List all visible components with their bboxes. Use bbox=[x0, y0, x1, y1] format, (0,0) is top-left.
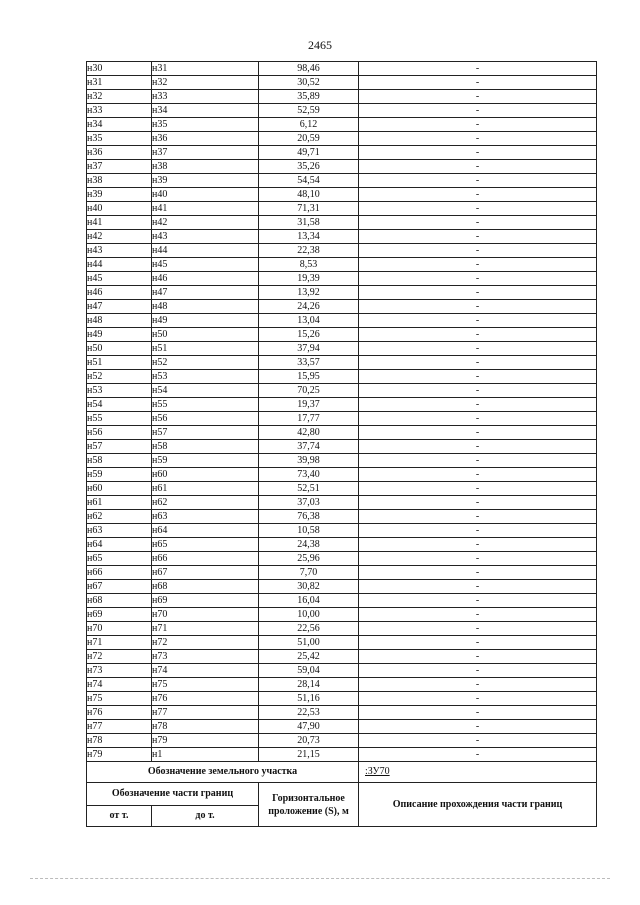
point-to: н56 bbox=[152, 412, 259, 426]
point-to: н38 bbox=[152, 160, 259, 174]
horizontal-length: 76,38 bbox=[259, 510, 359, 524]
table-row bbox=[87, 636, 597, 650]
table-row bbox=[87, 454, 597, 468]
table-row bbox=[87, 426, 597, 440]
boundary-description: - bbox=[359, 62, 597, 76]
point-from: н33 bbox=[87, 104, 152, 118]
table-row bbox=[87, 580, 597, 594]
point-from: н50 bbox=[87, 342, 152, 356]
horizontal-length: 33,57 bbox=[259, 356, 359, 370]
boundary-description: - bbox=[359, 202, 597, 216]
table-row bbox=[87, 118, 597, 132]
page-bottom-line bbox=[30, 878, 610, 879]
point-from: н79 bbox=[87, 748, 152, 762]
point-to: н47 bbox=[152, 286, 259, 300]
table-row bbox=[87, 748, 597, 762]
horizontal-length: 30,52 bbox=[259, 76, 359, 90]
table-row bbox=[87, 678, 597, 692]
point-to: н31 bbox=[152, 62, 259, 76]
point-from: н60 bbox=[87, 482, 152, 496]
point-to: н70 bbox=[152, 608, 259, 622]
point-from: н65 bbox=[87, 552, 152, 566]
point-to: н66 bbox=[152, 552, 259, 566]
horizontal-length: 70,25 bbox=[259, 384, 359, 398]
point-from: н70 bbox=[87, 622, 152, 636]
point-from: н40 bbox=[87, 202, 152, 216]
point-from: н47 bbox=[87, 300, 152, 314]
table-row bbox=[87, 538, 597, 552]
point-to: н77 bbox=[152, 706, 259, 720]
point-to: н60 bbox=[152, 468, 259, 482]
horizontal-length: 54,54 bbox=[259, 174, 359, 188]
boundary-description: - bbox=[359, 426, 597, 440]
point-to: н37 bbox=[152, 146, 259, 160]
boundary-description: - bbox=[359, 510, 597, 524]
table-row bbox=[87, 174, 597, 188]
boundary-description: - bbox=[359, 412, 597, 426]
point-to: н53 bbox=[152, 370, 259, 384]
table-row bbox=[87, 692, 597, 706]
boundary-description: - bbox=[359, 538, 597, 552]
horizontal-length: 37,94 bbox=[259, 342, 359, 356]
horizontal-length: 30,82 bbox=[259, 580, 359, 594]
table-row bbox=[87, 622, 597, 636]
point-from: н58 bbox=[87, 454, 152, 468]
horizontal-length: 71,31 bbox=[259, 202, 359, 216]
boundary-description: - bbox=[359, 482, 597, 496]
horizontal-length: 25,96 bbox=[259, 552, 359, 566]
horizontal-length: 73,40 bbox=[259, 468, 359, 482]
table-row bbox=[87, 132, 597, 146]
boundary-description: - bbox=[359, 622, 597, 636]
horizontal-length: 51,00 bbox=[259, 636, 359, 650]
point-from: н61 bbox=[87, 496, 152, 510]
boundary-description: - bbox=[359, 524, 597, 538]
boundary-description: - bbox=[359, 258, 597, 272]
point-from: н37 bbox=[87, 160, 152, 174]
boundary-description: - bbox=[359, 104, 597, 118]
horizontal-length: 51,16 bbox=[259, 692, 359, 706]
boundary-description: - bbox=[359, 440, 597, 454]
boundary-description: - bbox=[359, 132, 597, 146]
table-row bbox=[87, 524, 597, 538]
boundary-description: - bbox=[359, 342, 597, 356]
table-row bbox=[87, 300, 597, 314]
horizontal-length: 25,42 bbox=[259, 650, 359, 664]
horizontal-length: 13,92 bbox=[259, 286, 359, 300]
boundary-description: - bbox=[359, 734, 597, 748]
point-from: н32 bbox=[87, 90, 152, 104]
point-to: н46 bbox=[152, 272, 259, 286]
boundary-description: - bbox=[359, 328, 597, 342]
point-from: н48 bbox=[87, 314, 152, 328]
point-to: н44 bbox=[152, 244, 259, 258]
boundary-description: - bbox=[359, 468, 597, 482]
point-from: н76 bbox=[87, 706, 152, 720]
horizontal-length: 19,37 bbox=[259, 398, 359, 412]
point-from: н59 bbox=[87, 468, 152, 482]
horizontal-length: 13,34 bbox=[259, 230, 359, 244]
horizontal-length: 15,95 bbox=[259, 370, 359, 384]
boundary-description: - bbox=[359, 160, 597, 174]
boundary-description: - bbox=[359, 636, 597, 650]
boundary-description: - bbox=[359, 384, 597, 398]
horizontal-length: 8,53 bbox=[259, 258, 359, 272]
table-row bbox=[87, 412, 597, 426]
horizontal-length: 16,04 bbox=[259, 594, 359, 608]
table-row bbox=[87, 62, 597, 76]
boundary-description: - bbox=[359, 706, 597, 720]
point-from: н52 bbox=[87, 370, 152, 384]
horizontal-length: 6,12 bbox=[259, 118, 359, 132]
boundary-description: - bbox=[359, 692, 597, 706]
boundary-description: - bbox=[359, 314, 597, 328]
horizontal-length: 10,00 bbox=[259, 608, 359, 622]
table-row bbox=[87, 384, 597, 398]
point-to: н55 bbox=[152, 398, 259, 412]
horizontal-length: 22,56 bbox=[259, 622, 359, 636]
table-row bbox=[87, 552, 597, 566]
boundary-description: - bbox=[359, 748, 597, 762]
point-from: н62 bbox=[87, 510, 152, 524]
point-to: н78 bbox=[152, 720, 259, 734]
point-to: н45 bbox=[152, 258, 259, 272]
horizontal-length: 37,03 bbox=[259, 496, 359, 510]
boundary-description: - bbox=[359, 398, 597, 412]
point-to: н61 bbox=[152, 482, 259, 496]
boundary-description: - bbox=[359, 454, 597, 468]
boundary-description: - bbox=[359, 146, 597, 160]
table-row bbox=[87, 608, 597, 622]
boundary-description: - bbox=[359, 356, 597, 370]
boundary-description: - bbox=[359, 552, 597, 566]
horizontal-length: 21,15 bbox=[259, 748, 359, 762]
point-to: н68 bbox=[152, 580, 259, 594]
table-row bbox=[87, 664, 597, 678]
point-from: н41 bbox=[87, 216, 152, 230]
horizontal-length: 15,26 bbox=[259, 328, 359, 342]
point-from: н30 bbox=[87, 62, 152, 76]
point-from: н73 bbox=[87, 664, 152, 678]
table-row bbox=[87, 356, 597, 370]
point-from: н31 bbox=[87, 76, 152, 90]
boundary-description: - bbox=[359, 370, 597, 384]
point-to: н57 bbox=[152, 426, 259, 440]
horizontal-length: 49,71 bbox=[259, 146, 359, 160]
point-to: н69 bbox=[152, 594, 259, 608]
table-row bbox=[87, 328, 597, 342]
table-row bbox=[87, 202, 597, 216]
point-from: н63 bbox=[87, 524, 152, 538]
point-from: н77 bbox=[87, 720, 152, 734]
boundary-description: - bbox=[359, 244, 597, 258]
point-from: н54 bbox=[87, 398, 152, 412]
table-row bbox=[87, 482, 597, 496]
horizontal-length: 24,38 bbox=[259, 538, 359, 552]
horizontal-length: 98,46 bbox=[259, 62, 359, 76]
table-row bbox=[87, 510, 597, 524]
table-row bbox=[87, 468, 597, 482]
table-row bbox=[87, 76, 597, 90]
table-row bbox=[87, 594, 597, 608]
point-to: н58 bbox=[152, 440, 259, 454]
boundary-description: - bbox=[359, 272, 597, 286]
boundary-description: - bbox=[359, 496, 597, 510]
horizontal-length: 13,04 bbox=[259, 314, 359, 328]
point-from: н55 bbox=[87, 412, 152, 426]
point-to: н1 bbox=[152, 748, 259, 762]
plot-row bbox=[87, 762, 597, 783]
point-from: н46 bbox=[87, 286, 152, 300]
table-row bbox=[87, 216, 597, 230]
table-row bbox=[87, 160, 597, 174]
boundary-description: - bbox=[359, 678, 597, 692]
point-to: н74 bbox=[152, 664, 259, 678]
point-to: н35 bbox=[152, 118, 259, 132]
table-row bbox=[87, 272, 597, 286]
point-from: н42 bbox=[87, 230, 152, 244]
point-from: н39 bbox=[87, 188, 152, 202]
boundary-description: - bbox=[359, 720, 597, 734]
point-to: н43 bbox=[152, 230, 259, 244]
table-row bbox=[87, 258, 597, 272]
horizontal-length: 20,59 bbox=[259, 132, 359, 146]
point-from: н44 bbox=[87, 258, 152, 272]
table-row bbox=[87, 90, 597, 104]
point-from: н35 bbox=[87, 132, 152, 146]
horizontal-length: 19,39 bbox=[259, 272, 359, 286]
boundary-table bbox=[86, 61, 597, 827]
point-to: н67 bbox=[152, 566, 259, 580]
horizontal-length: 42,80 bbox=[259, 426, 359, 440]
header-to: до т. bbox=[152, 806, 259, 827]
horizontal-length: 17,77 bbox=[259, 412, 359, 426]
boundary-description: - bbox=[359, 286, 597, 300]
table-row bbox=[87, 496, 597, 510]
table-row bbox=[87, 342, 597, 356]
point-to: н39 bbox=[152, 174, 259, 188]
horizontal-length: 39,98 bbox=[259, 454, 359, 468]
point-from: н38 bbox=[87, 174, 152, 188]
horizontal-length: 10,58 bbox=[259, 524, 359, 538]
point-from: н69 bbox=[87, 608, 152, 622]
boundary-description: - bbox=[359, 216, 597, 230]
point-to: н79 bbox=[152, 734, 259, 748]
point-to: н42 bbox=[152, 216, 259, 230]
boundary-description: - bbox=[359, 118, 597, 132]
point-to: н64 bbox=[152, 524, 259, 538]
table-row bbox=[87, 146, 597, 160]
table-row bbox=[87, 706, 597, 720]
point-from: н72 bbox=[87, 650, 152, 664]
table-row bbox=[87, 440, 597, 454]
point-from: н56 bbox=[87, 426, 152, 440]
point-to: н50 bbox=[152, 328, 259, 342]
point-to: н40 bbox=[152, 188, 259, 202]
point-from: н75 bbox=[87, 692, 152, 706]
table-row bbox=[87, 370, 597, 384]
point-from: н68 bbox=[87, 594, 152, 608]
table-row bbox=[87, 650, 597, 664]
header-part-designation: Обозначение части границ bbox=[87, 783, 259, 806]
header-row-top bbox=[87, 783, 597, 806]
table-row bbox=[87, 286, 597, 300]
horizontal-length: 59,04 bbox=[259, 664, 359, 678]
point-to: н49 bbox=[152, 314, 259, 328]
point-from: н74 bbox=[87, 678, 152, 692]
point-to: н72 bbox=[152, 636, 259, 650]
point-to: н59 bbox=[152, 454, 259, 468]
boundary-rows bbox=[87, 62, 597, 762]
boundary-description: - bbox=[359, 608, 597, 622]
point-to: н48 bbox=[152, 300, 259, 314]
point-from: н71 bbox=[87, 636, 152, 650]
plot-value: :ЗУ70 bbox=[359, 762, 597, 783]
horizontal-length: 35,26 bbox=[259, 160, 359, 174]
point-to: н41 bbox=[152, 202, 259, 216]
point-from: н66 bbox=[87, 566, 152, 580]
horizontal-length: 7,70 bbox=[259, 566, 359, 580]
point-to: н73 bbox=[152, 650, 259, 664]
table-row bbox=[87, 244, 597, 258]
horizontal-length: 24,26 bbox=[259, 300, 359, 314]
boundary-description: - bbox=[359, 188, 597, 202]
horizontal-length: 22,38 bbox=[259, 244, 359, 258]
header-from: от т. bbox=[87, 806, 152, 827]
table-row bbox=[87, 566, 597, 580]
header-horizontal-length: Горизонтальное проложение (S), м bbox=[259, 783, 359, 827]
horizontal-length: 28,14 bbox=[259, 678, 359, 692]
point-from: н34 bbox=[87, 118, 152, 132]
boundary-description: - bbox=[359, 566, 597, 580]
point-from: н67 bbox=[87, 580, 152, 594]
horizontal-length: 37,74 bbox=[259, 440, 359, 454]
point-to: н71 bbox=[152, 622, 259, 636]
point-from: н36 bbox=[87, 146, 152, 160]
point-to: н63 bbox=[152, 510, 259, 524]
plot-label: Обозначение земельного участка bbox=[87, 762, 359, 783]
horizontal-length: 48,10 bbox=[259, 188, 359, 202]
horizontal-length: 52,59 bbox=[259, 104, 359, 118]
point-to: н65 bbox=[152, 538, 259, 552]
horizontal-length: 22,53 bbox=[259, 706, 359, 720]
table-row bbox=[87, 188, 597, 202]
point-from: н43 bbox=[87, 244, 152, 258]
point-to: н54 bbox=[152, 384, 259, 398]
boundary-description: - bbox=[359, 90, 597, 104]
boundary-description: - bbox=[359, 230, 597, 244]
boundary-description: - bbox=[359, 76, 597, 90]
point-to: н62 bbox=[152, 496, 259, 510]
header-description: Описание прохождения части границ bbox=[359, 783, 597, 827]
point-from: н64 bbox=[87, 538, 152, 552]
point-to: н52 bbox=[152, 356, 259, 370]
point-to: н34 bbox=[152, 104, 259, 118]
horizontal-length: 20,73 bbox=[259, 734, 359, 748]
point-from: н78 bbox=[87, 734, 152, 748]
point-to: н51 bbox=[152, 342, 259, 356]
table-row bbox=[87, 314, 597, 328]
horizontal-length: 47,90 bbox=[259, 720, 359, 734]
table-row bbox=[87, 104, 597, 118]
point-from: н57 bbox=[87, 440, 152, 454]
boundary-description: - bbox=[359, 650, 597, 664]
point-to: н75 bbox=[152, 678, 259, 692]
point-to: н33 bbox=[152, 90, 259, 104]
point-from: н45 bbox=[87, 272, 152, 286]
horizontal-length: 35,89 bbox=[259, 90, 359, 104]
page-number: 2465 bbox=[308, 38, 332, 52]
table-row bbox=[87, 230, 597, 244]
horizontal-length: 52,51 bbox=[259, 482, 359, 496]
point-to: н36 bbox=[152, 132, 259, 146]
horizontal-length: 31,58 bbox=[259, 216, 359, 230]
boundary-description: - bbox=[359, 300, 597, 314]
boundary-description: - bbox=[359, 664, 597, 678]
point-to: н76 bbox=[152, 692, 259, 706]
table-row bbox=[87, 398, 597, 412]
point-from: н53 bbox=[87, 384, 152, 398]
table-row bbox=[87, 720, 597, 734]
boundary-description: - bbox=[359, 594, 597, 608]
point-to: н32 bbox=[152, 76, 259, 90]
point-from: н51 bbox=[87, 356, 152, 370]
table-row bbox=[87, 734, 597, 748]
boundary-description: - bbox=[359, 174, 597, 188]
boundary-description: - bbox=[359, 580, 597, 594]
point-from: н49 bbox=[87, 328, 152, 342]
